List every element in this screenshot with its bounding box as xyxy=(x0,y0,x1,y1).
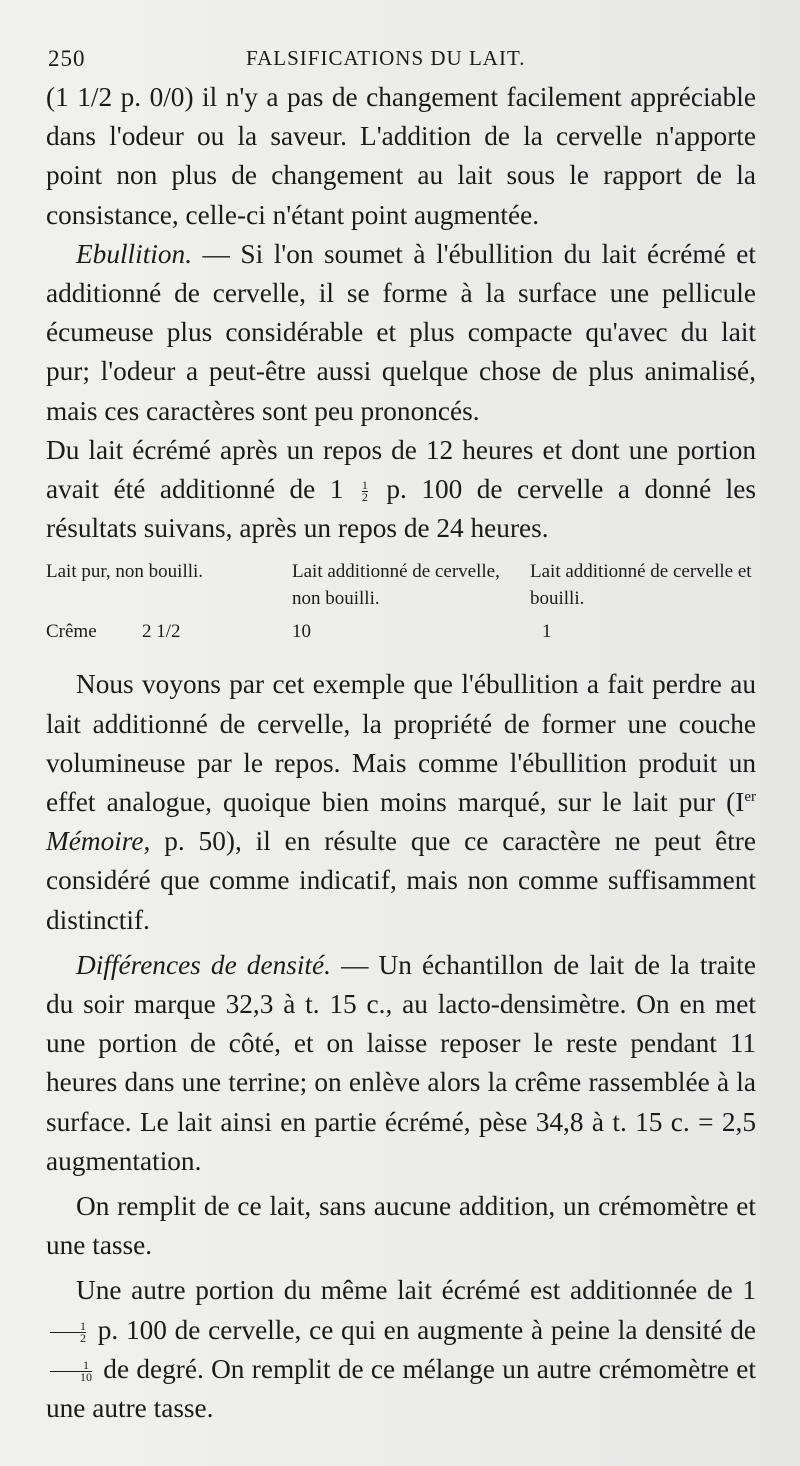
memoire-reference: Mémoire, xyxy=(46,826,151,857)
autre-portion-middle: p. 100 de cervelle, ce qui en augmente à peine la densité de xyxy=(90,1314,756,1345)
superscript: er xyxy=(744,788,756,805)
paragraph-ebullition-text: — Si l'on soumet à l'ébullition du lait écrémé et additionné de cervelle, il se forme à la surface une pellicule écumeuse plus considérable et plus compacte qu'avec du lait pur; l'odeur a peut-être aussi quelque chose de plus animalisé, mais ces caractères sont peu prononcés. xyxy=(46,238,756,426)
paragraph-densite-text: — Un échantillon de lait de la traite du soir marque 32,3 à t. 15 c., au lacto-densimètre. On en met une portion de côté, et on laisse reposer le reste pendant 11 heures dans une terrine; on enlève alors la crême rassemblée à la surface. Le lait ainsi en partie écrémé, pèse 34,8 à t. 15 c. = 2,5 augmentation. xyxy=(46,949,756,1176)
table-cell: 10 xyxy=(292,621,311,643)
results-intro-before: Du lait écrémé après un repos de 12 heures et dont une portion avait été additionné de 1 xyxy=(46,434,756,505)
fraction-numerator: 1 xyxy=(83,1358,89,1373)
paragraph-results-intro xyxy=(46,431,756,549)
table-cell: 2 1/2 xyxy=(142,621,181,643)
table-cell: 1 xyxy=(542,621,552,643)
fraction-half xyxy=(50,1318,86,1345)
page-header xyxy=(46,40,756,76)
conclusion-before: Nous voyons par cet exemple que l'ébullition a fait perdre au lait additionné de cervelle, la propriété de former une couche volumineuse par le repos. Mais comme l'ébullition produit un effet analogue, quoique bien moins marqué, sur le lait pur (I xyxy=(46,669,756,818)
running-title: FALSIFICATIONS DU LAIT. xyxy=(246,46,526,70)
fraction-denominator: 10 xyxy=(50,1371,92,1383)
results-table-header xyxy=(46,558,756,612)
autre-portion-before: Une autre portion du même lait écrémé est additionnée de 1 xyxy=(76,1275,756,1306)
paragraph-cremometre: On remplit de ce lait, sans aucune addition, un crémomètre et une tasse. xyxy=(46,1191,756,1261)
conclusion-after: p. 50), il en résulte que ce caractère ne peut être considéré que comme indicatif, mais non comme suffisamment distinctif. xyxy=(46,826,756,935)
paragraph-autre-portion xyxy=(46,1271,756,1428)
paragraph-1: (1 1/2 p. 0/0) il n'y a pas de changement facilement appréciable dans l'odeur ou la saveur. L'addition de la cervelle n'apporte point non plus de changement au lait sous le rapport de la consistance, celle-ci n'étant point augmentée. xyxy=(46,82,756,230)
results-intro-after: p. 100 de cervelle a donné les résultats suivans, après un repos de 24 heures. xyxy=(46,474,757,544)
paragraph-densite xyxy=(46,946,756,1181)
table-header-cell: Lait additionné de cervelle et bouilli. xyxy=(530,561,752,610)
fraction-numerator: 1 xyxy=(80,1318,86,1333)
section-label-ebullition: Ebullition. xyxy=(76,238,193,269)
fraction-half xyxy=(362,480,368,503)
fraction-numerator: 1 xyxy=(361,478,368,493)
fraction-denominator: 2 xyxy=(361,490,368,505)
table-header-cell: Lait additionné de cervelle, non bouilli. xyxy=(292,561,500,610)
paragraph-conclusion xyxy=(46,665,756,939)
fraction-denominator: 2 xyxy=(50,1332,86,1344)
table-row-label: Crême xyxy=(46,621,97,643)
page-number: 250 xyxy=(48,46,86,71)
table-header-cell: Lait pur, non bouilli. xyxy=(46,561,204,583)
paragraph-ebullition xyxy=(46,235,756,431)
fraction-tenth xyxy=(50,1360,92,1383)
table-row xyxy=(46,618,756,645)
autre-portion-after: de degré. On remplit de ce mélange un autre crémomètre et une autre tasse. xyxy=(46,1353,756,1424)
section-label-densite: Différences de densité. xyxy=(76,949,331,980)
